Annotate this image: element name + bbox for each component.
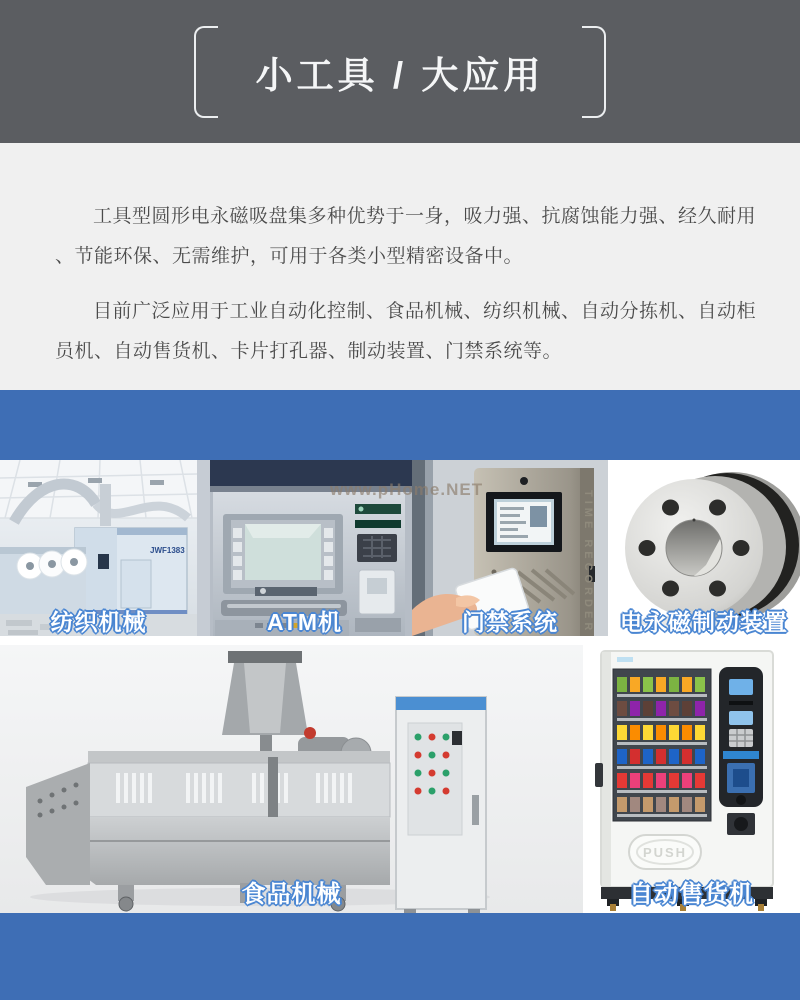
food-machinery-illustration [0, 645, 583, 913]
photo-vending-machine [583, 645, 800, 913]
gallery-row-gap [0, 636, 800, 645]
photo-textile-machinery [0, 460, 197, 636]
watermark-text: www.pHome.NET [330, 480, 484, 499]
gallery-row-2 [0, 645, 800, 913]
photo-label-vending: 自动售货机 [629, 881, 754, 909]
intro-section [0, 143, 800, 390]
vending-push-flap-text: PUSH [642, 845, 688, 860]
photo-label-brake: 电永磁制动装置 [620, 608, 788, 635]
left-bracket-decoration [194, 26, 218, 118]
photo-label-textile: 纺织机械 [50, 608, 147, 635]
photo-brake-device [608, 460, 800, 636]
photo-food-machinery [0, 645, 583, 913]
intro-paragraph-1: 工具型圆形电永磁吸盘集多种优势于一身，吸力强、抗腐蚀能力强、经久耐用、节能环保、无需维护，可用于各类小型精密设备中。 [55, 206, 757, 267]
page-title: 小工具 / 大应用 [255, 54, 545, 96]
photo-label-access: 门禁系统 [462, 608, 558, 635]
vending-machine-illustration [583, 645, 800, 913]
photo-label-atm: ATM机 [266, 608, 343, 635]
divider-band-top [0, 390, 800, 460]
right-bracket-decoration [582, 26, 606, 118]
intro-paragraph-2: 目前广泛应用于工业自动化控制、食品机械、纺织机械、自动分拣机、自动柜员机、自动售货机、卡片打孔器、制动装置、门禁系统等。 [55, 301, 757, 362]
photo-label-food: 食品机械 [241, 881, 342, 909]
header-banner [0, 0, 800, 143]
gallery-row-1 [0, 460, 800, 636]
textile-machine-model-text: JWF1383 [150, 546, 185, 555]
access-device-engraving-text: TIME RECORDER [582, 490, 594, 635]
divider-band-bottom [0, 913, 800, 1000]
